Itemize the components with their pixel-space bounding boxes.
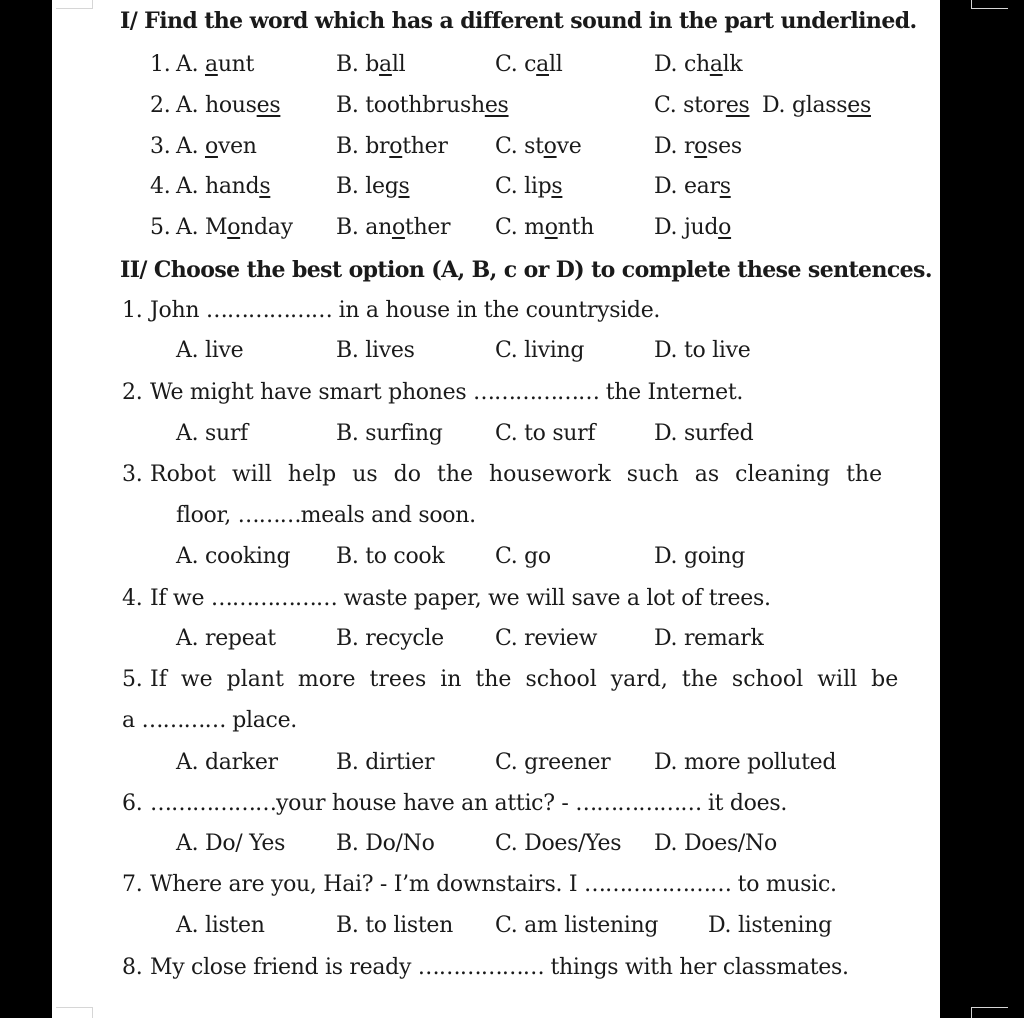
part2-heading: II/ Choose the best option (A, B, c or D) to complete these sentences.: [120, 257, 932, 283]
p1-q2-option-c: C. stores: [654, 93, 750, 118]
p2-q7-option-c: C. am listening: [495, 913, 659, 938]
p2-q4-option-a: A. repeat: [176, 626, 276, 651]
p1-q4-option-b: B. legs: [336, 174, 410, 199]
p2-q4-text: If we ……………… waste paper, we will save a lot of trees.: [150, 586, 771, 611]
p2-q7-text: Where are you, Hai? - I’m downstairs. I ………………… to music.: [150, 872, 837, 897]
p1-q3-option-d: D. roses: [654, 134, 742, 159]
p2-q5-option-a: A. darker: [176, 750, 278, 775]
p1-q5-option-a: A. Monday: [176, 215, 293, 240]
page-corner-mark: [56, 1007, 93, 1018]
p2-q3-text-line1: Robot will help us do the housework such as cleaning the: [150, 462, 883, 487]
answer-blank: …………: [141, 708, 226, 733]
p2-q2-option-a: A. surf: [176, 421, 248, 446]
p1-q5-number: 5.: [150, 215, 171, 240]
p2-q3-number: 3.: [122, 462, 143, 487]
p2-q7-option-b: B. to listen: [336, 913, 454, 938]
p1-q1-option-a: A. aunt: [176, 52, 255, 77]
p2-q6-option-b: B. Do/No: [336, 831, 435, 856]
p2-q6-option-d: D. Does/No: [654, 831, 777, 856]
answer-blank: ………………: [205, 298, 332, 323]
p2-q3-option-c: C. go: [495, 544, 551, 569]
p1-q3-option-a: A. oven: [176, 134, 257, 159]
p2-q4-option-d: D. remark: [654, 626, 764, 651]
p2-q3-text-line2: floor, ………meals and soon.: [176, 503, 476, 528]
p2-q7-number: 7.: [122, 872, 143, 897]
p2-q1-option-c: C. living: [495, 338, 585, 363]
p2-q4-number: 4.: [122, 586, 143, 611]
p2-q1-option-b: B. lives: [336, 338, 415, 363]
answer-blank: ………………: [575, 791, 702, 816]
p2-q6-option-c: C. Does/Yes: [495, 831, 622, 856]
p1-q2-option-a: A. houses: [176, 93, 281, 118]
answer-blank: ………: [237, 503, 301, 528]
p2-q3-option-a: A. cooking: [176, 544, 291, 569]
p2-q6-text: ………………your house have an attic? - ……………… it does.: [150, 791, 788, 816]
p2-q8-number: 8.: [122, 955, 143, 980]
p1-q5-option-b: B. another: [336, 215, 451, 240]
page-corner-mark: [971, 1007, 1008, 1018]
p2-q5-option-d: D. more polluted: [654, 750, 837, 775]
p2-q8-text: My close friend is ready ……………… things with her classmates.: [150, 955, 849, 980]
answer-blank: ………………: [210, 586, 337, 611]
p2-q1-number: 1.: [122, 298, 143, 323]
p1-q1-number: 1.: [150, 52, 171, 77]
part1-heading: I/ Find the word which has a different sound in the part underlined.: [120, 8, 917, 34]
p2-q3-option-b: B. to cook: [336, 544, 445, 569]
p2-q4-option-c: C. review: [495, 626, 598, 651]
p1-q5-option-d: D. judo: [654, 215, 732, 240]
answer-blank: ………………: [473, 380, 600, 405]
p2-q7-option-d: D. listening: [708, 913, 832, 938]
p1-q2-option-b: B. toothbrushes: [336, 93, 509, 118]
p1-q4-number: 4.: [150, 174, 171, 199]
p1-q4-option-d: D. ears: [654, 174, 731, 199]
p2-q6-option-a: A. Do/ Yes: [176, 831, 286, 856]
p2-q5-option-b: B. dirtier: [336, 750, 435, 775]
p1-q4-option-c: C. lips: [495, 174, 563, 199]
page-corner-mark: [971, 0, 1008, 9]
p2-q5-option-c: C. greener: [495, 750, 611, 775]
p1-q5-option-c: C. month: [495, 215, 594, 240]
p2-q3-option-d: D. going: [654, 544, 746, 569]
p2-q2-number: 2.: [122, 380, 143, 405]
p1-q3-option-c: C. stove: [495, 134, 582, 159]
p2-q6-number: 6.: [122, 791, 143, 816]
p1-q3-number: 3.: [150, 134, 171, 159]
p2-q7-option-a: A. listen: [176, 913, 265, 938]
p2-q5-text-line2: a ………… place.: [122, 708, 297, 733]
p2-q1-option-d: D. to live: [654, 338, 751, 363]
p1-q3-option-b: B. brother: [336, 134, 448, 159]
p2-q5-text-line1: If we plant more trees in the school yard, the school will be: [150, 667, 899, 692]
p2-q2-text: We might have smart phones ……………… the Internet.: [150, 380, 744, 405]
p1-q4-option-a: A. hands: [176, 174, 271, 199]
page-corner-mark: [56, 0, 93, 9]
answer-blank: …………………: [583, 872, 731, 897]
p1-q2-number: 2.: [150, 93, 171, 118]
p2-q1-text: John ……………… in a house in the countryside.: [150, 298, 661, 323]
p2-q2-option-d: D. surfed: [654, 421, 754, 446]
p1-q2-option-d: D. glasses: [762, 93, 871, 118]
p1-q1-option-b: B. ball: [336, 52, 406, 77]
p2-q5-number: 5.: [122, 667, 143, 692]
answer-blank: ………………: [150, 791, 276, 816]
answer-blank: ………………: [417, 955, 544, 980]
p2-q4-option-b: B. recycle: [336, 626, 444, 651]
p2-q2-option-b: B. surfing: [336, 421, 443, 446]
p1-q1-option-c: C. call: [495, 52, 563, 77]
p2-q2-option-c: C. to surf: [495, 421, 596, 446]
p2-q1-option-a: A. live: [176, 338, 244, 363]
p1-q1-option-d: D. chalk: [654, 52, 743, 77]
